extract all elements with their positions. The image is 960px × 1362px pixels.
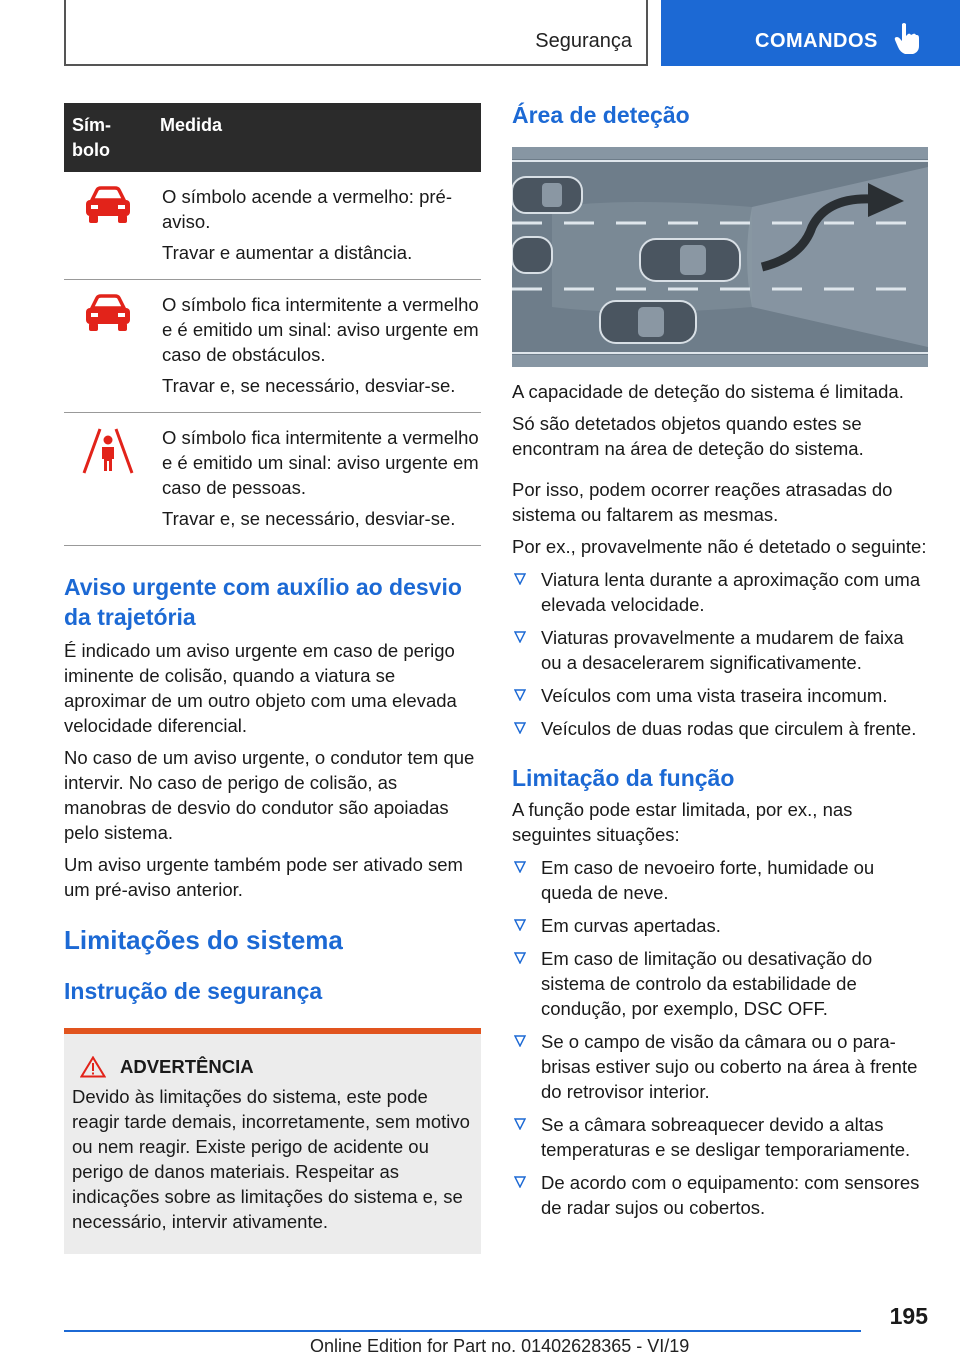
paragraph: Um aviso urgente também pode ser ativado sem um pré-aviso anterior.: [64, 854, 463, 900]
measure-line: O símbolo fica intermitente a vermelho e é emitido um sinal: aviso urgente em caso de obstáculos.: [162, 294, 479, 365]
heading-function-limitation: Limitação da função: [512, 765, 735, 791]
list-item: Em curvas apertadas.: [512, 913, 928, 938]
measure-line: Travar e aumentar a distância.: [162, 242, 413, 263]
triangle-bullet-icon: [514, 919, 526, 931]
symbol-table: [64, 103, 481, 546]
list-item: Se a câmara sobreaquecer devido a altas temperaturas e se desligar temporariamente.: [512, 1112, 928, 1162]
table-row: [64, 413, 481, 546]
triangle-bullet-icon: [514, 1176, 526, 1188]
triangle-bullet-icon: [514, 689, 526, 701]
car-icon: [600, 301, 696, 343]
triangle-bullet-icon: [514, 952, 526, 964]
header-chapter-tab[interactable]: [661, 0, 960, 66]
detection-limits-list: [512, 567, 928, 741]
header-section-box: [64, 0, 648, 66]
paragraph: A função pode estar limitada, por ex., nas seguintes situações:: [512, 799, 853, 845]
detection-area-illustration: [512, 147, 928, 367]
table-header-row: [64, 103, 481, 172]
measure-line: O símbolo acende a vermelho: pré-aviso.: [162, 186, 452, 232]
list-item: Viaturas provavelmente a mudarem de faixa ou a desacelerarem significativamente.: [512, 625, 928, 675]
table-cell-symbol: [64, 172, 152, 280]
right-column: [512, 100, 928, 1220]
list-item: Em caso de nevoeiro forte, humidade ou queda de neve.: [512, 855, 928, 905]
triangle-bullet-icon: [514, 573, 526, 585]
measure-line: Travar e, se necessário, desviar-se.: [162, 508, 456, 529]
warning-text: Devido às limitações do sistema, este pode reagir tarde demais, incorretamente, sem motivo ou nem reagir. Existe perigo de acidente ou perigo de danos materiais. Respeitar as indicações sobre as limitações do sistema e, se necessário, intervir ativamente.: [72, 1086, 470, 1232]
table-cell-symbol: [64, 280, 152, 413]
header-chapter-label: COMANDOS: [755, 30, 878, 52]
car-icon: [512, 237, 552, 273]
footer-divider: [64, 1330, 861, 1332]
warning-triangle-icon: [80, 1056, 106, 1078]
list-item: Em caso de limitação ou desativação do sistema de controlo da estabilidade de condução, por exemplo, DSC OFF.: [512, 946, 928, 1021]
table-cell-symbol: [64, 413, 152, 546]
road-detection-diagram: [512, 147, 928, 367]
table-cell-measure: [152, 172, 481, 280]
warning-title: ADVERTÊNCIA: [120, 1056, 254, 1077]
hand-pointer-icon: [893, 22, 921, 56]
triangle-bullet-icon: [514, 1118, 526, 1130]
triangle-bullet-icon: [514, 722, 526, 734]
heading-system-limitations: Limitações do sistema: [64, 925, 343, 955]
header-section-title: Segurança: [535, 30, 632, 52]
paragraph: Por isso, podem ocorrer reações atrasadas do sistema ou faltarem as mesmas.: [512, 479, 893, 525]
paragraph: A capacidade de deteção do sistema é limitada.: [512, 381, 904, 402]
paragraph: É indicado um aviso urgente em caso de perigo iminente de colisão, quando a viatura se aproximar de um outro objeto com uma elevada velocidade diferencial.: [64, 640, 457, 736]
heading-urgent-warning: Aviso urgente com auxílio ao desvio da trajetória: [64, 574, 462, 630]
car-icon: [640, 239, 740, 281]
triangle-bullet-icon: [514, 861, 526, 873]
list-item: De acordo com o equipamento: com sensores de radar sujos ou cobertos.: [512, 1170, 928, 1220]
function-limits-list: [512, 855, 928, 1220]
list-item: Veículos com uma vista traseira incomum.: [512, 683, 928, 708]
table-cell-measure: [152, 413, 481, 546]
measure-line: O símbolo fica intermitente a vermelho e é emitido um sinal: aviso urgente em caso de pessoas.: [162, 427, 479, 498]
page-number: 195: [889, 1303, 928, 1329]
list-item: Viatura lenta durante a aproximação com uma elevada velocidade.: [512, 567, 928, 617]
table-cell-measure: [152, 280, 481, 413]
triangle-bullet-icon: [514, 631, 526, 643]
column-header-symbol: Sím- bolo: [64, 103, 152, 172]
car-front-red-blinking-icon: [82, 294, 134, 334]
column-header-measure: Medida: [152, 103, 481, 172]
paragraph: Só são detetados objetos quando estes se encontram na área de deteção do sistema.: [512, 413, 864, 459]
footer-edition: Online Edition for Part no. 01402628365 - VI/19: [310, 1336, 690, 1356]
triangle-bullet-icon: [514, 1035, 526, 1047]
heading-detection-area: Área de deteção: [512, 102, 690, 128]
warning-box: [64, 1028, 481, 1254]
list-item: Veículos de duas rodas que circulem à frente.: [512, 716, 928, 741]
list-item: Se o campo de visão da câmara ou o para-brisas estiver sujo ou coberto na área à frente do retrovisor interior.: [512, 1029, 928, 1104]
table-row: [64, 172, 481, 280]
car-front-red-icon: [82, 186, 134, 226]
heading-safety-instruction: Instrução de segurança: [64, 978, 323, 1004]
pedestrian-warning-red-icon: [82, 427, 134, 477]
paragraph: Por ex., provavelmente não é detetado o seguinte:: [512, 536, 927, 557]
measure-line: Travar e, se necessário, desviar-se.: [162, 375, 456, 396]
left-column: [64, 103, 481, 1254]
table-row: [64, 280, 481, 413]
paragraph: No caso de um aviso urgente, o condutor tem que intervir. No caso de perigo de colisão, as manobras de desvio do condutor são apoiadas pelo sistema.: [64, 747, 475, 843]
car-icon: [512, 177, 582, 213]
